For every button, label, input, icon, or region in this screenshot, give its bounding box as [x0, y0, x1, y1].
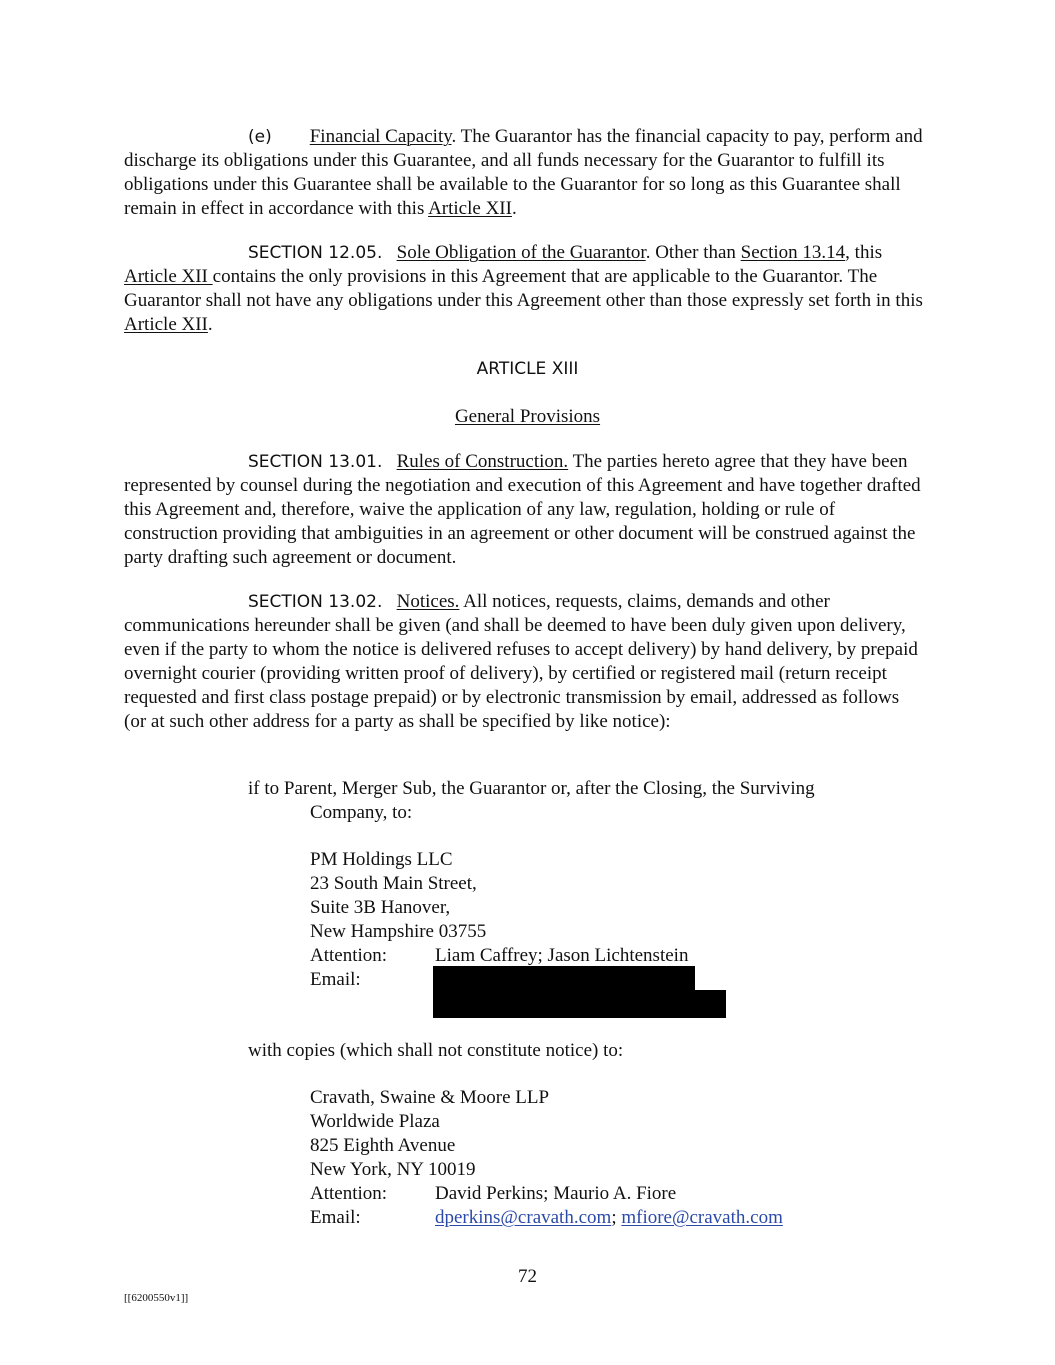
- article-title: General Provisions: [454, 406, 601, 427]
- redaction-box: [433, 966, 695, 992]
- paragraph-financial-capacity: (e) Financial Capacity. The Guarantor has the financial capacity to pay, perform and discharge its obligations under this Guarantee, and all funds necessary for the Guarantor to fulfill its obligations under this Guarantee shall be available to the Guarantor for so long as this Guarantee shall remain in effect in accordance with this Article XII.: [124, 126, 923, 219]
- redaction-box: [433, 990, 726, 1018]
- notice-parent-intro: if to Parent, Merger Sub, the Guarantor or, after the Closing, the Surviving: [248, 778, 815, 799]
- section-label: SECTION 12.05.: [248, 243, 383, 263]
- article-number: ARTICLE XIII: [476, 359, 579, 379]
- copies-firm-name: Cravath, Swaine & Moore LLP: [310, 1087, 550, 1108]
- email-label: Email:: [310, 1207, 361, 1228]
- article-xii-ref: Article XII: [428, 198, 512, 219]
- document-id-footer: [[6200550v1]]: [124, 1292, 189, 1304]
- attention-label: Attention:: [310, 1183, 388, 1204]
- copies-city: New York, NY 10019: [310, 1159, 476, 1180]
- paragraph-section-12-05: SECTION 12.05. Sole Obligation of the Guarantor. Other than Section 13.14, this Article XII contains the only provisions in this Agreement that are applicable to the Guarantor. The Guarantor shall not have any obligations under this Agreement other than those expressly set forth in this Article XII.: [124, 242, 923, 335]
- section-13-14-ref: Section 13.14: [740, 242, 846, 263]
- copies-street: 825 Eighth Avenue: [310, 1135, 456, 1156]
- section-label: SECTION 13.01.: [248, 452, 383, 472]
- attention-names: David Perkins; Maurio A. Fiore: [435, 1183, 677, 1204]
- page-number: 72: [518, 1266, 537, 1287]
- parent-email-line: [310, 968, 435, 992]
- section-heading: Notices.: [396, 591, 460, 612]
- subsection-heading: Financial Capacity: [309, 126, 452, 147]
- copies-attention-line: [310, 1182, 676, 1206]
- paragraph-section-13-01: SECTION 13.01. Rules of Construction. The parties hereto agree that they have been represented by counsel during the negotiation and execution of this Agreement and have together drafted this Agreement and, therefore, waive the application of any law, regulation, holding or rule of construction providing that ambiguities in an agreement or other document will be construed against the party drafting such agreement or document.: [124, 451, 921, 568]
- section-heading: Sole Obligation of the Guarantor: [396, 242, 646, 263]
- section-label: SECTION 13.02.: [248, 592, 383, 612]
- article-xii-ref: Article XII: [124, 266, 213, 287]
- article-xii-ref: Article XII: [124, 314, 208, 335]
- email-link-perkins[interactable]: dperkins@cravath.com: [435, 1207, 612, 1228]
- copies-email-line: Email: dperkins@cravath.com; mfiore@cravath.com: [310, 1207, 783, 1228]
- attention-names: Liam Caffrey; Jason Lichtenstein: [435, 945, 689, 966]
- copies-building: Worldwide Plaza: [310, 1111, 440, 1132]
- subsection-label: (e): [248, 127, 272, 147]
- parent-street: 23 South Main Street,: [310, 873, 477, 894]
- email-link-fiore[interactable]: mfiore@cravath.com: [621, 1207, 783, 1228]
- attention-label: Attention:: [310, 945, 388, 966]
- notice-parent-intro-cont: Company, to:: [310, 802, 413, 823]
- parent-company-name: PM Holdings LLC: [310, 849, 453, 870]
- parent-attention-line: [310, 944, 688, 968]
- section-heading: Rules of Construction.: [396, 451, 569, 472]
- parent-state: New Hampshire 03755: [310, 921, 487, 942]
- email-label: Email:: [310, 969, 361, 990]
- paragraph-section-13-02: SECTION 13.02. Notices. All notices, requests, claims, demands and other communications hereunder shall be given (and shall be deemed to have been duly given upon delivery, even if the party to whom the notice is delivered refuses to accept delivery) by hand delivery, by prepaid overnight courier (providing written proof of delivery), by certified or registered mail (return receipt requested and first class postage prepaid) or by electronic transmission by email, addressed as follows (or at such other address for a party as shall be specified by like notice):: [124, 591, 918, 732]
- copies-intro: with copies (which shall not constitute notice) to:: [248, 1040, 624, 1061]
- parent-suite: Suite 3B Hanover,: [310, 897, 451, 918]
